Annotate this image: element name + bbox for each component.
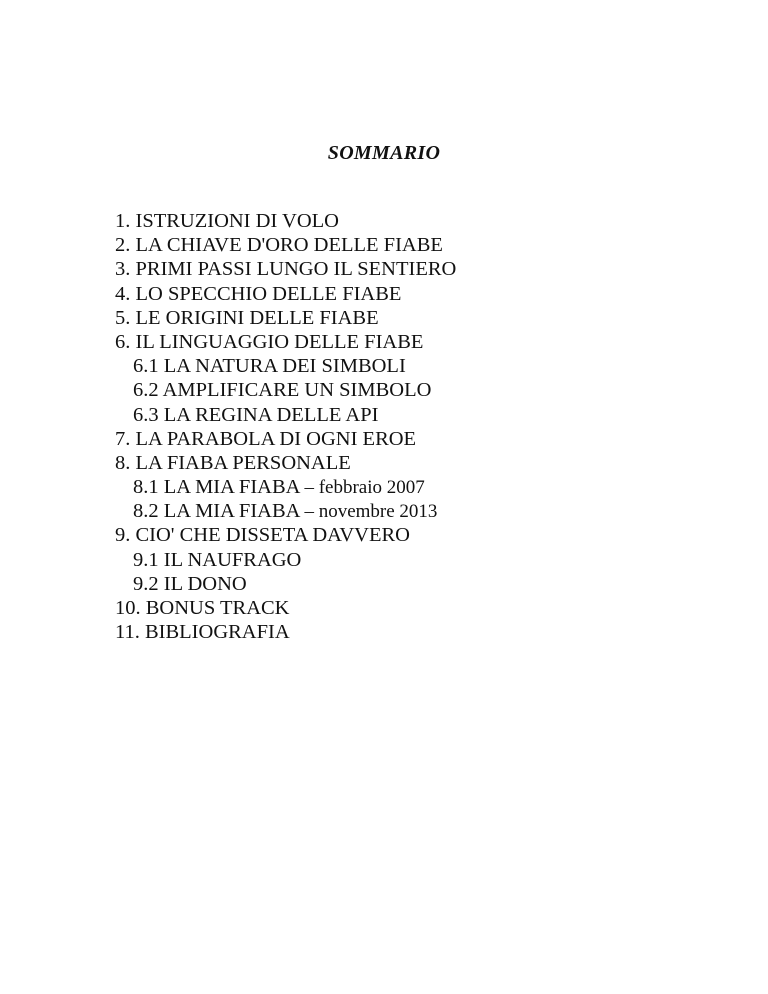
toc-entry: [115, 523, 456, 547]
toc-entry: [115, 451, 456, 475]
toc-entry-text: 1. ISTRUZIONI DI VOLO: [115, 210, 339, 232]
toc-entry-date: – febbraio 2007: [304, 477, 425, 499]
toc-subentry: [115, 572, 456, 596]
toc-entry-text: 5. LE ORIGINI DELLE FIABE: [115, 306, 379, 329]
toc-entry-text: 6.2 AMPLIFICARE UN SIMBOLO: [133, 379, 432, 402]
toc-subentry: [115, 354, 456, 378]
toc-entry-text: 6.3 LA REGINA DELLE API: [133, 403, 379, 426]
toc-entry: [115, 596, 456, 620]
toc-subentry: [115, 403, 456, 427]
toc-entry-text: 9. CIO' CHE DISSETA DAVVERO: [115, 524, 410, 547]
toc-entry: [115, 620, 456, 644]
toc-entry-text: 3. PRIMI PASSI LUNGO IL SENTIERO: [115, 258, 457, 281]
toc-entry: [115, 209, 456, 233]
toc-entry: [115, 233, 456, 257]
toc-entry-text: 2. LA CHIAVE D'ORO DELLE FIABE: [115, 234, 443, 257]
toc-entry: [115, 427, 456, 451]
toc-subentry: [115, 378, 456, 402]
toc-entry-text: 8.1 LA MIA FIABA: [133, 476, 300, 499]
page-title: SOMMARIO: [327, 142, 441, 164]
toc-entry-text: 6.1 LA NATURA DEI SIMBOLI: [133, 355, 406, 378]
toc-entry-text: 6. IL LINGUAGGIO DELLE FIABE: [115, 330, 424, 353]
table-of-contents: [115, 209, 456, 644]
toc-entry: [115, 330, 456, 354]
toc-entry-text: 4. LO SPECCHIO DELLE FIABE: [115, 282, 402, 305]
toc-entry: [115, 257, 456, 281]
toc-entry-text: 8. LA FIABA PERSONALE: [115, 451, 351, 474]
toc-entry: [115, 282, 456, 306]
toc-subentry: [115, 548, 456, 572]
toc-entry-text: 8.2 LA MIA FIABA: [133, 500, 300, 523]
toc-entry-text: 10. BONUS TRACK: [115, 597, 290, 619]
toc-entry-text: 9.2 IL DONO: [133, 572, 247, 595]
toc-entry-text: 9.1 IL NAUFRAGO: [133, 548, 302, 571]
toc-subentry: [115, 475, 456, 499]
toc-entry-text: 7. LA PARABOLA DI OGNI EROE: [115, 427, 417, 450]
toc-entry-text: 11. BIBLIOGRAFIA: [115, 621, 290, 644]
toc-entry-date: – novembre 2013: [304, 501, 438, 523]
toc-subentry: [115, 499, 456, 523]
toc-entry: [115, 306, 456, 330]
